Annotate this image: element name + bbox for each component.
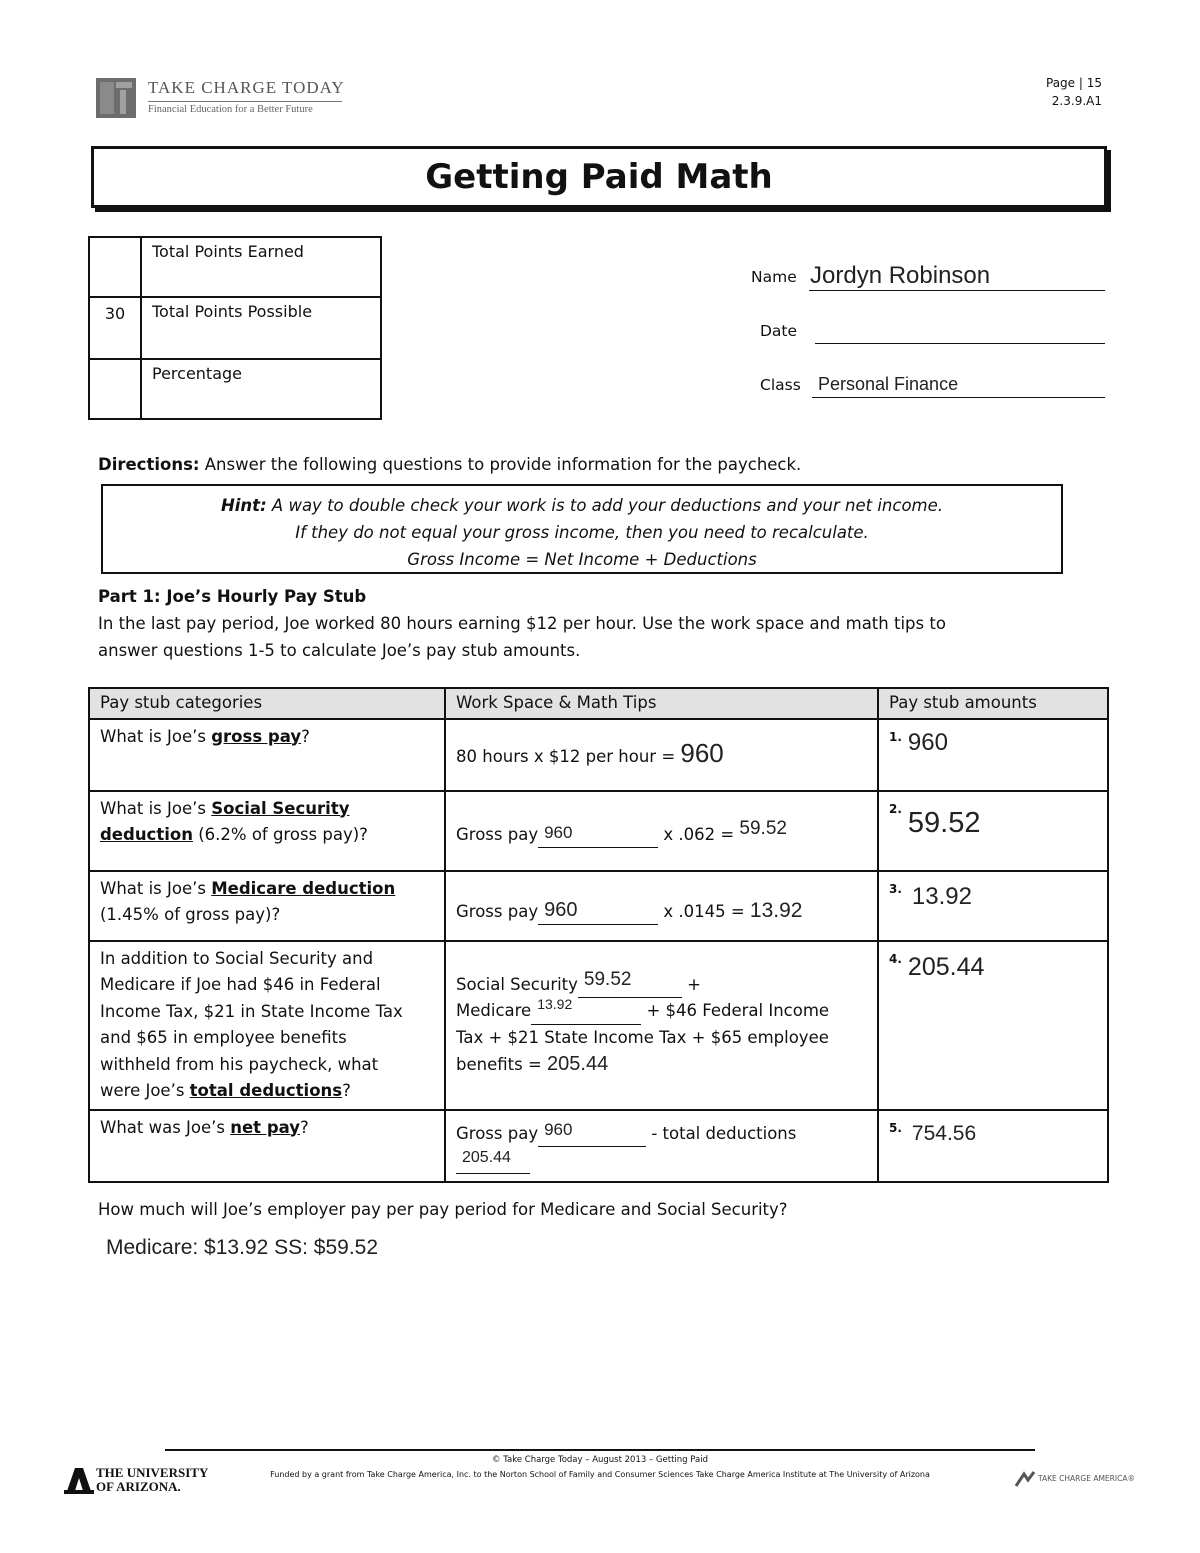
q4-medicare-label: Medicare xyxy=(456,1001,532,1020)
q2-line-2 xyxy=(100,822,434,849)
q5-answer[interactable]: 754.56 xyxy=(911,1121,977,1145)
question-4 xyxy=(89,941,445,1110)
points-label: Total Points Possible xyxy=(141,297,381,359)
q5-post: ? xyxy=(300,1117,309,1137)
class-value[interactable]: Personal Finance xyxy=(818,374,959,394)
q1-text: What is Joe’s xyxy=(100,726,212,746)
q4-line: and $65 in employee benefits xyxy=(100,1028,347,1047)
employer-answer[interactable]: Medicare: $13.92 SS: $59.52 xyxy=(106,1236,379,1259)
q2-text: What is Joe’s xyxy=(100,798,212,818)
q2-answer[interactable]: 59.52 xyxy=(907,806,981,839)
take-charge-today-logo-icon xyxy=(96,78,136,118)
workspace-1 xyxy=(445,719,878,791)
q3-gross-blank xyxy=(538,898,658,925)
page-title: Getting Paid Math xyxy=(425,157,773,197)
q3-work xyxy=(456,898,867,926)
q2-work-answer[interactable]: 59.52 xyxy=(739,817,787,839)
q4-ss-value[interactable]: 59.52 xyxy=(583,968,632,990)
hint-box xyxy=(101,484,1063,574)
q5-gross-value[interactable]: 960 xyxy=(544,1119,573,1139)
q3-work-mid: x .0145 = xyxy=(658,901,750,921)
q3-work-answer[interactable]: 13.92 xyxy=(749,898,803,922)
q4-line: In addition to Social Security and xyxy=(100,948,374,968)
table-header-row xyxy=(89,688,1108,719)
page-number-block xyxy=(1046,74,1102,110)
q4-medicare-value[interactable]: 13.92 xyxy=(537,996,573,1012)
q2-work xyxy=(456,817,867,849)
q4-work-answer[interactable]: 205.44 xyxy=(547,1053,609,1075)
q2-line-1 xyxy=(100,796,434,823)
q4-work-rest-1: + $46 Federal Income xyxy=(641,1001,830,1020)
q2-keyword-1: Social Security xyxy=(211,798,350,818)
points-label: Percentage xyxy=(141,359,381,419)
part1-intro-line-2: answer questions 1-5 to calculate Joe’s pay stub amounts. xyxy=(98,641,581,660)
class-label: Class xyxy=(760,376,801,394)
hint-line-1 xyxy=(103,492,1061,519)
q4-line-last xyxy=(100,1078,434,1105)
q1-keyword: gross pay xyxy=(211,726,302,746)
q5-work-line-2 xyxy=(456,1147,867,1174)
table-row xyxy=(89,941,1108,1110)
q5-number: 5. xyxy=(889,1120,902,1135)
take-charge-america-logo xyxy=(1014,1470,1142,1492)
q4-medicare-blank xyxy=(531,996,641,1025)
question-3 xyxy=(89,871,445,941)
pay-stub-table xyxy=(88,687,1109,1183)
q5-keyword: net pay xyxy=(230,1117,301,1137)
col-header-workspace: Work Space & Math Tips xyxy=(445,688,878,719)
points-row xyxy=(89,297,381,359)
name-value[interactable]: Jordyn Robinson xyxy=(810,262,991,289)
q3-keyword: Medicare deduction xyxy=(211,878,396,898)
doc-code: 2.3.9.A1 xyxy=(1051,94,1102,108)
part1-block xyxy=(98,583,946,664)
q3-gross-value[interactable]: 960 xyxy=(544,898,578,921)
q4-answer[interactable]: 205.44 xyxy=(907,952,985,981)
q3-line-1 xyxy=(100,876,434,903)
q4-ss-blank xyxy=(578,968,682,998)
amount-1 xyxy=(878,719,1108,791)
points-row xyxy=(89,237,381,297)
q4-line: Income Tax, $21 in State Income Tax xyxy=(100,1001,403,1021)
table-row xyxy=(89,791,1108,871)
q1-work-text: 80 hours x $12 per hour = xyxy=(456,746,681,766)
q1-number: 1. xyxy=(889,729,902,744)
logo-divider xyxy=(148,101,342,102)
q4-plus: + xyxy=(681,974,701,994)
q3-line-2: (1.45% of gross pay)? xyxy=(100,905,281,924)
q4-work-rest-3: benefits = xyxy=(456,1055,548,1074)
q2-post: (6.2% of gross pay)? xyxy=(192,825,368,844)
q4-number: 4. xyxy=(889,951,902,966)
page-label: Page | 15 xyxy=(1046,76,1102,90)
part1-intro-line-1: In the last pay period, Joe worked 80 hours earning $12 per hour. Use the work space and math tips to xyxy=(98,614,946,633)
q2-keyword-2: deduction xyxy=(100,825,193,844)
q5-deductions-value[interactable]: 205.44 xyxy=(462,1149,511,1166)
logo-title: TAKE CHARGE TODAY xyxy=(148,78,345,97)
amount-4 xyxy=(878,941,1108,1110)
table-row xyxy=(89,719,1108,791)
q3-work-label: Gross pay xyxy=(456,901,539,921)
hint-line-2: If they do not equal your gross income, then you need to recalculate. xyxy=(295,523,869,542)
title-box xyxy=(91,146,1107,208)
q4-line: withheld from his paycheck, what xyxy=(100,1054,379,1074)
employer-question: How much will Joe’s employer pay per pay period for Medicare and Social Security? xyxy=(98,1200,788,1219)
part1-heading: Part 1: Joe’s Hourly Pay Stub xyxy=(98,587,367,606)
q1-answer[interactable]: 960 xyxy=(907,728,948,756)
q3-number: 3. xyxy=(889,881,902,896)
footer-divider xyxy=(165,1449,1035,1451)
date-line xyxy=(815,343,1105,344)
table-row xyxy=(89,1110,1108,1182)
q1-work-answer[interactable]: 960 xyxy=(680,737,724,768)
q5-work-label: Gross pay xyxy=(456,1123,539,1143)
q1-work xyxy=(456,737,867,771)
university-name-line-1: THE UNIVERSITY xyxy=(96,1465,209,1480)
q2-work-mid: x .062 = xyxy=(658,824,740,844)
question-5 xyxy=(89,1110,445,1182)
university-a-icon xyxy=(64,1466,94,1496)
q4-work-line-2 xyxy=(456,998,867,1025)
points-value-cell[interactable] xyxy=(89,359,141,419)
hint-line-1-text: A way to double check your work is to add your deductions and your net income. xyxy=(266,496,944,515)
hint-label: Hint: xyxy=(220,496,267,515)
q4-work-line-3: Tax + $21 State Income Tax + $65 employee xyxy=(456,1027,829,1047)
name-line xyxy=(809,290,1105,291)
q2-gross-value[interactable]: 960 xyxy=(544,822,573,842)
q5-gross-blank xyxy=(538,1119,646,1147)
q5-work-mid: - total deductions xyxy=(646,1123,797,1143)
footer-funding: Funded by a grant from Take Charge America, Inc. to the Norton School of Family and Consumer Sciences Take Charge America Institute at The University of Arizona xyxy=(270,1470,930,1479)
col-header-amounts: Pay stub amounts xyxy=(878,688,1108,719)
workspace-5 xyxy=(445,1110,878,1182)
q5-work-line-1 xyxy=(456,1121,867,1148)
q3-text: What is Joe’s xyxy=(100,878,212,898)
points-table xyxy=(88,236,382,420)
tca-swoosh-icon xyxy=(1014,1470,1036,1490)
q4-line: Medicare if Joe had $46 in Federal xyxy=(100,975,381,994)
q4-work-line-4 xyxy=(456,1051,867,1079)
directions-text: Answer the following questions to provide information for the paycheck. xyxy=(199,455,802,474)
workspace-2 xyxy=(445,791,878,871)
workspace-3 xyxy=(445,871,878,941)
points-label: Total Points Earned xyxy=(141,237,381,297)
q2-number: 2. xyxy=(889,801,902,816)
points-value-cell[interactable] xyxy=(89,237,141,297)
q1-post: ? xyxy=(301,726,310,746)
q3-answer[interactable]: 13.92 xyxy=(911,882,972,910)
directions-label: Directions: xyxy=(98,455,200,474)
tca-logo-text: TAKE CHARGE AMERICA® xyxy=(1038,1474,1135,1483)
date-label: Date xyxy=(760,322,798,340)
amount-3 xyxy=(878,871,1108,941)
q4-work-line-1 xyxy=(456,968,867,999)
amount-5 xyxy=(878,1110,1108,1182)
q4-post: ? xyxy=(342,1081,351,1100)
q2-work-label: Gross pay xyxy=(456,824,539,844)
question-2 xyxy=(89,791,445,871)
q5-text: What was Joe’s xyxy=(100,1117,231,1137)
hint-line-3: Gross Income = Net Income + Deductions xyxy=(407,550,757,569)
logo-subtitle: Financial Education for a Better Future xyxy=(148,104,313,115)
q4-ss-label: Social Security xyxy=(456,974,578,994)
footer-copyright: © Take Charge Today – August 2013 – Getting Paid xyxy=(492,1455,708,1465)
q4-keyword: total deductions xyxy=(189,1081,343,1100)
col-header-categories: Pay stub categories xyxy=(89,688,445,719)
question-1 xyxy=(89,719,445,791)
class-line xyxy=(812,397,1105,398)
amount-2 xyxy=(878,791,1108,871)
name-label: Name xyxy=(751,268,797,286)
workspace-4 xyxy=(445,941,878,1110)
points-value-cell: 30 xyxy=(89,297,141,359)
q4-text: were Joe’s xyxy=(100,1081,190,1100)
points-row xyxy=(89,359,381,419)
q5-deductions-blank xyxy=(456,1151,530,1174)
table-row xyxy=(89,871,1108,941)
directions xyxy=(98,451,801,478)
q2-gross-blank xyxy=(538,822,658,848)
university-name-line-2: OF ARIZONA. xyxy=(96,1479,181,1494)
